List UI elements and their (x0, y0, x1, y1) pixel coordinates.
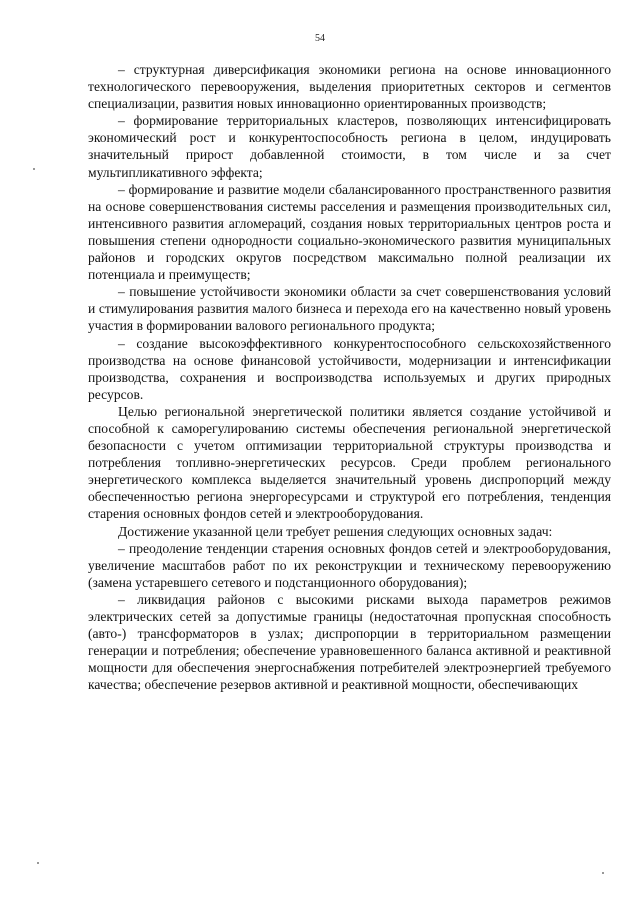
scan-speck (37, 862, 39, 864)
paragraph-6: Целью региональной энергетической политики является создание устойчивой и способной к саморегулированию системы обеспечения региональной энергетической безопасности с учетом оптимизации территориальной структуры производства и потребления топливно-энергетических ресурсов. Среди проблем регионального энергетического комплекса выделяется значительный уровень диспропорций между обеспеченностью региона энергоресурсами и структурой его потребления, тенденция старения основных фондов сетей и электрооборудования. (88, 403, 611, 522)
paragraph-1: – структурная диверсификация экономики региона на основе инновационного технологического перевооружения, выделения приоритетных секторов и сегментов специализации, развития новых инновационно ориентированных производств; (88, 62, 611, 112)
page-number: 54 (315, 33, 325, 44)
paragraph-5: – создание высокоэффективного конкурентоспособного сельскохозяйственного производства на основе финансовой устойчивости, модернизации и интенсификации производства, сохранения и воспроизводства используемых и других природных ресурсов. (88, 335, 611, 402)
paragraph-9: – ликвидация районов с высокими рисками выхода параметров режимов электрических сетей за допустимые границы (недостаточная пропускная способность (авто-) трансформаторов в узлах; диспропорции в территориальном размещении генерации и потребления; обеспечение уравновешенного баланса активной и реактивной мощности для обеспечения энергоснабжения потребителей электроэнергией требуемого качества; обеспечение резервов активной и реактивной мощности, обеспечивающих (88, 591, 611, 693)
paragraph-3: – формирование и развитие модели сбалансированного пространственного развития на основе совершенствования системы расселения и размещения производительных сил, интенсивного развития агломераций, создания новых территориальных центров роста и повышения степени однородности социально-экономического развития муниципальных районов и городских округов посредством максимально полной реализации их потенциала и преимуществ; (88, 181, 611, 283)
body-text (88, 61, 611, 693)
scan-speck (33, 168, 35, 170)
paragraph-7: Достижение указанной цели требует решения следующих основных задач: (118, 523, 553, 539)
paragraph-8: – преодоление тенденции старения основных фондов сетей и электрооборудования, увеличение масштабов работ по их реконструкции и техническому перевооружению (замена устаревшего сетевого и подстанционного оборудования); (88, 540, 611, 590)
paragraph-4: – повышение устойчивости экономики области за счет совершенствования условий и стимулирования развития малого бизнеса и перехода его на качественно новый уровень участия в формировании валового регионального продукта; (88, 284, 611, 334)
scan-speck (602, 872, 604, 874)
paragraph-2: – формирование территориальных кластеров, позволяющих интенсифицировать экономический рост и конкурентоспособность региона в целом, индуцировать значительный прирост добавленной стоимости, в том числе и за счет мультипликативного эффекта; (88, 113, 611, 180)
